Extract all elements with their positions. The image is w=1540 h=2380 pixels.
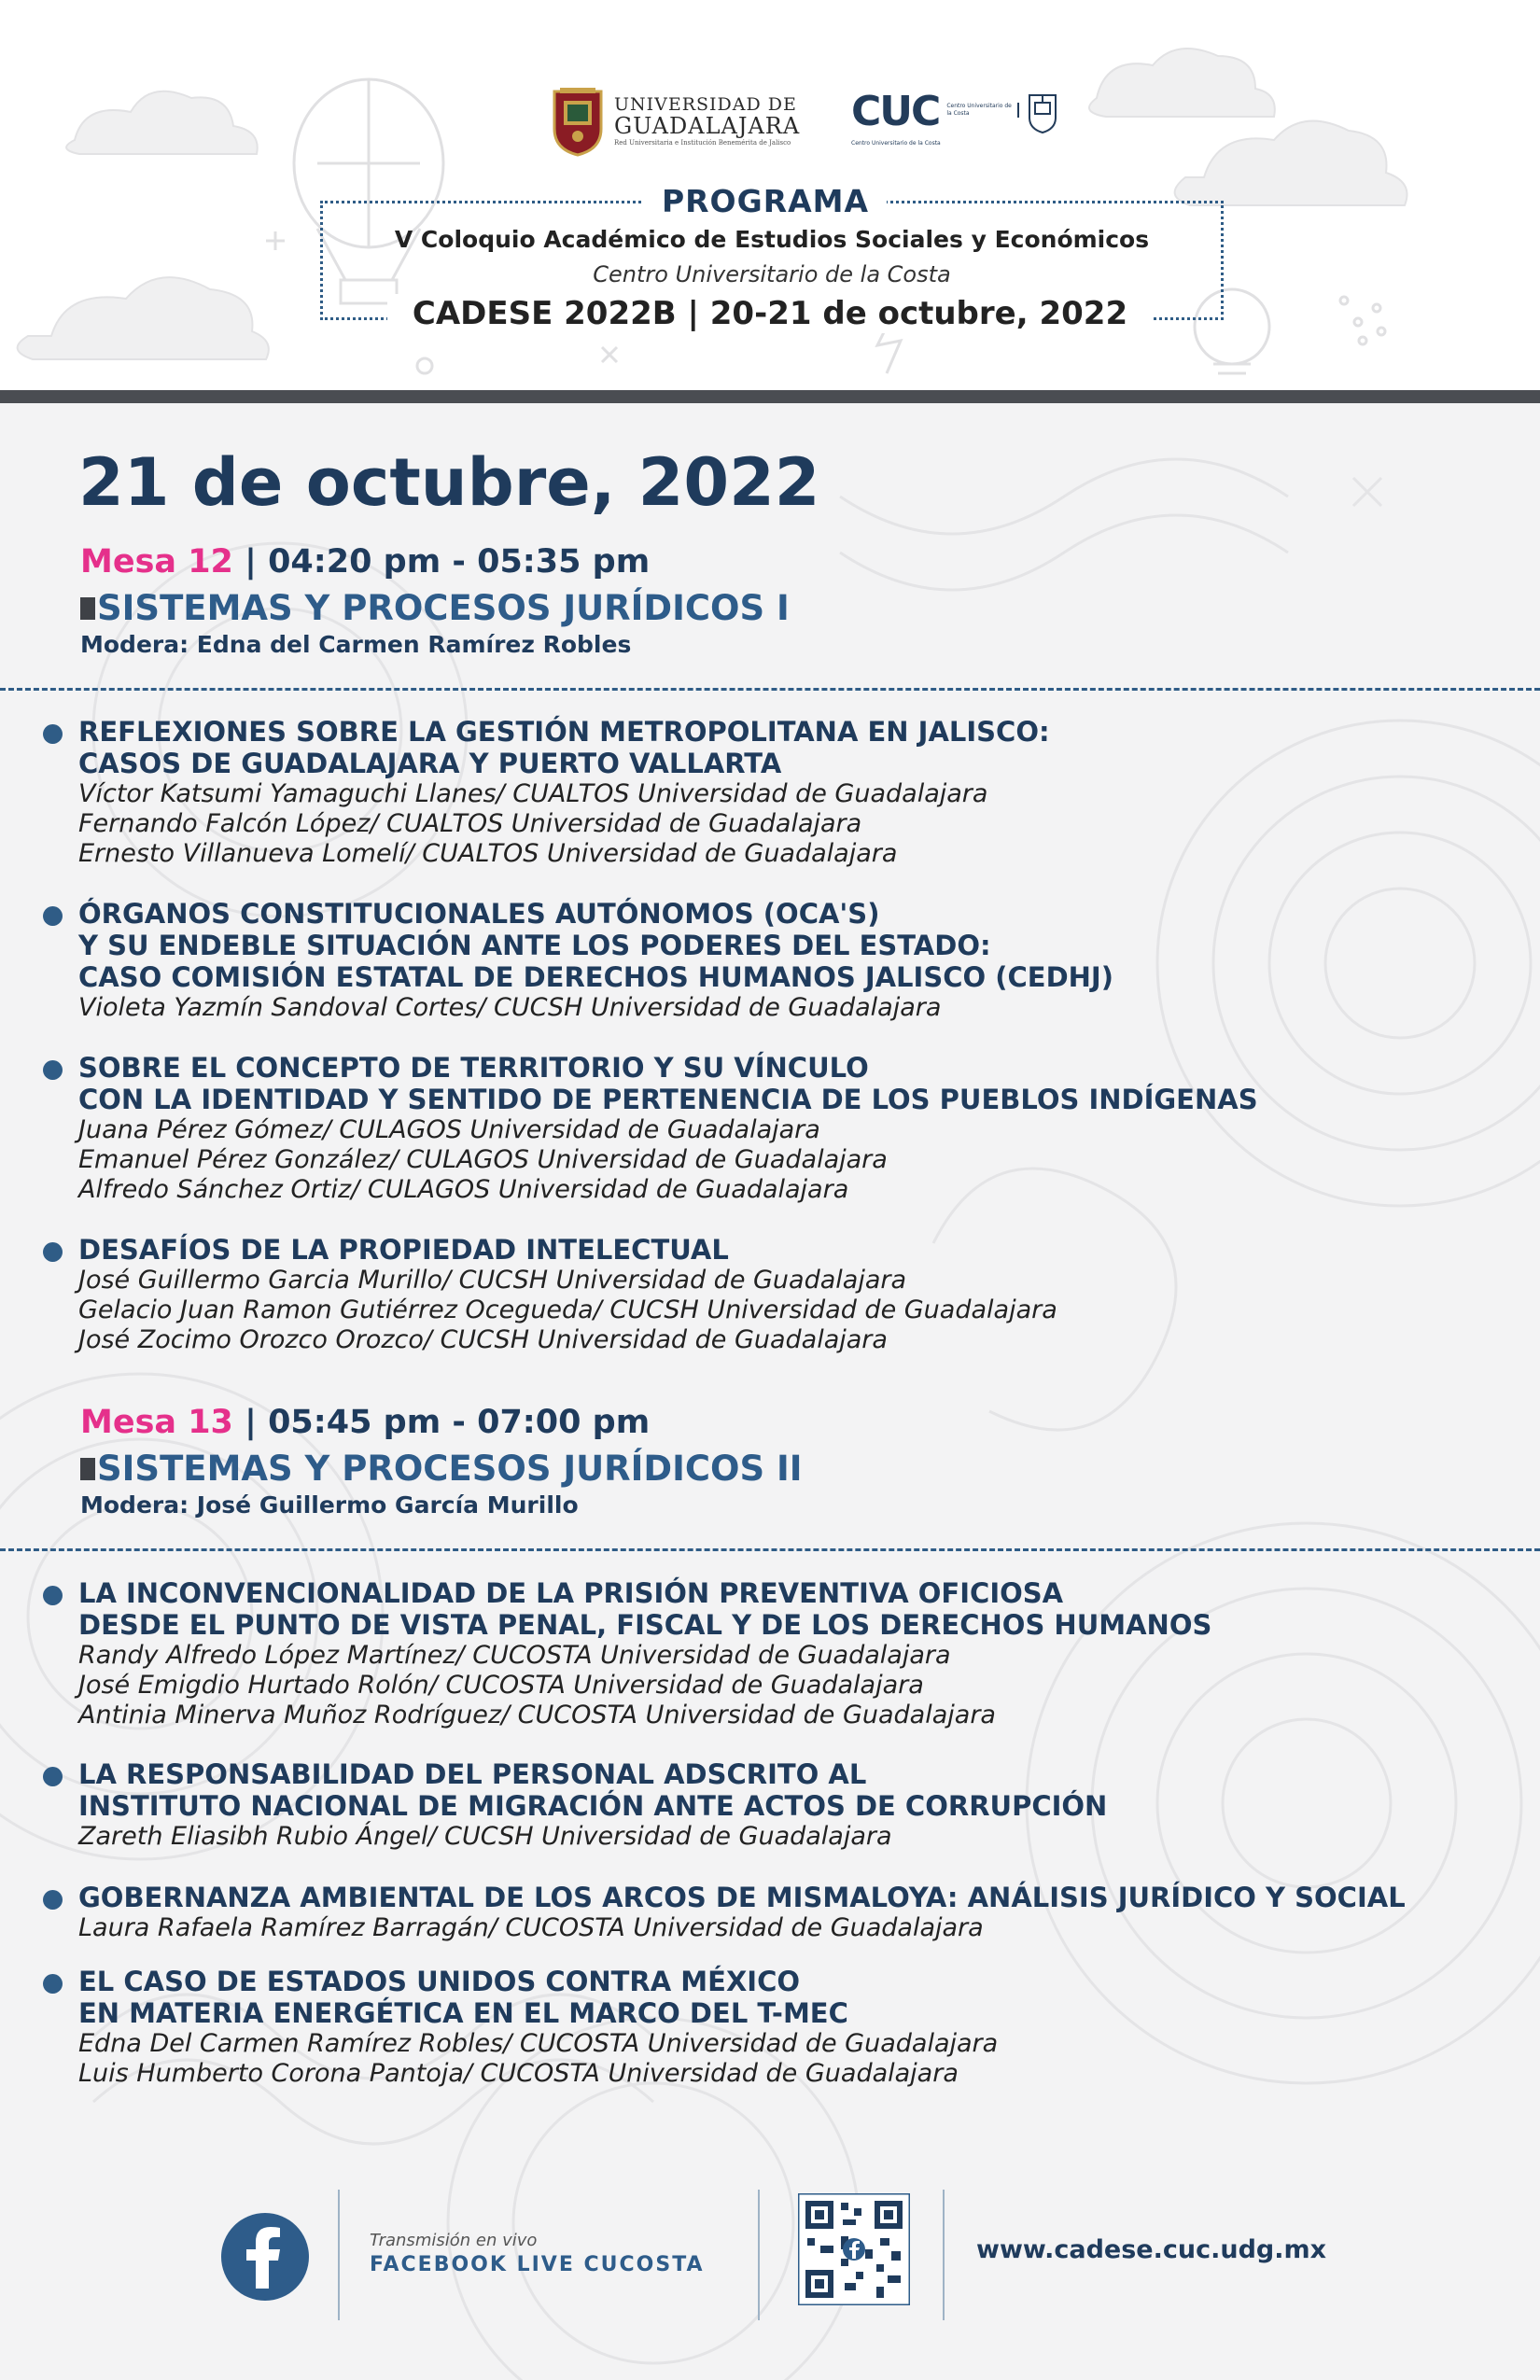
paper-title: REFLEXIONES SOBRE LA GESTIÓN METROPOLITANA EN JALISCO: CASOS DE GUADALAJARA Y PUERTO VALLARTA (78, 716, 1050, 779)
udg-logo-line2: GUADALAJARA (614, 113, 801, 139)
paper-title: ÓRGANOS CONSTITUCIONALES AUTÓNOMOS (OCA'S) Y SU ENDEBLE SITUACIÓN ANTE LOS PODERES DEL ESTADO: CASO COMISIÓN ESTATAL DE DERECHOS HUMANOS JALISCO (CEDHJ) (78, 898, 1113, 993)
cuc-logo (851, 88, 1058, 147)
square-bullet-icon (80, 597, 95, 620)
bullet-icon (43, 1586, 63, 1605)
dashed-separator (0, 688, 1540, 691)
program-content (0, 403, 1540, 2380)
event-date-line: CADESE 2022B | 20-21 de octubre, 2022 (387, 294, 1153, 333)
bullet-icon (43, 724, 63, 744)
session-track (80, 588, 790, 629)
paper-author: Randy Alfredo López Martínez/ CUCOSTA Universidad de Guadalajara (78, 1641, 951, 1670)
paper-author: Emanuel Pérez González/ CULAGOS Universidad de Guadalajara (78, 1145, 888, 1174)
square-bullet-icon (80, 1458, 95, 1480)
paper-item (43, 898, 1518, 1023)
bullet-icon (43, 1242, 63, 1262)
qr-code-icon[interactable] (798, 2193, 910, 2305)
paper-item (43, 716, 1518, 869)
dashed-separator (0, 1548, 1540, 1551)
paper-author: Laura Rafaela Ramírez Barragán/ CUCOSTA Universidad de Guadalajara (78, 1913, 984, 1942)
paper-author: Juana Pérez Gómez/ CULAGOS Universidad de Guadalajara (78, 1115, 820, 1144)
paper-authors (78, 1266, 1518, 1355)
paper-item (43, 1234, 1518, 1355)
paper-author: Luis Humberto Corona Pantoja/ CUCOSTA Universidad de Guadalajara (78, 2059, 959, 2088)
paper-author: José Zocimo Orozco Orozco/ CUCSH Universidad de Guadalajara (78, 1325, 888, 1354)
paper-author: José Guillermo Garcia Murillo/ CUCSH Universidad de Guadalajara (78, 1266, 907, 1295)
session-time: | 04:20 pm - 05:35 pm (245, 543, 651, 581)
footer-divider (943, 2190, 945, 2320)
paper-authors (78, 2029, 1518, 2089)
paper-item (43, 1052, 1518, 1205)
paper-item (43, 1966, 1518, 2089)
paper-author: Alfredo Sánchez Ortiz/ CULAGOS Universidad de Guadalajara (78, 1175, 849, 1204)
session-number: Mesa 13 (80, 1404, 233, 1441)
paper-author: Gelacio Juan Ramon Gutiérrez Ocegueda/ CUCSH Universidad de Guadalajara (78, 1295, 1057, 1324)
bullet-icon (43, 1767, 63, 1786)
paper-title: GOBERNANZA AMBIENTAL DE LOS ARCOS DE MISMALOYA: ANÁLISIS JURÍDICO Y SOCIAL (78, 1882, 1406, 1913)
cuc-logo-side-text: Centro Universitario de la Costa (946, 103, 1019, 118)
udg-crest-icon (1027, 91, 1058, 134)
bullet-icon (43, 906, 63, 926)
paper-title: SOBRE EL CONCEPTO DE TERRITORIO Y SU VÍNCULO CON LA IDENTIDAD Y SENTIDO DE PERTENENCIA DE LOS PUEBLOS INDÍGENAS (78, 1052, 1258, 1115)
session-header (80, 541, 650, 582)
paper-author: Edna Del Carmen Ramírez Robles/ CUCOSTA Universidad de Guadalajara (78, 2029, 999, 2058)
paper-title: LA RESPONSABILIDAD DEL PERSONAL ADSCRITO AL INSTITUTO NACIONAL DE MIGRACIÓN ANTE ACTOS DE CORRUPCIÓN (78, 1758, 1108, 1822)
bullet-icon (43, 1890, 63, 1910)
udg-logo-line1: UNIVERSIDAD DE (614, 94, 797, 115)
stream-link[interactable]: FACEBOOK LIVE CUCOSTA (370, 2253, 705, 2276)
header (0, 0, 1540, 390)
cuc-logo-mark: CUC (851, 88, 940, 135)
paper-authors (78, 1913, 1518, 1943)
footer-divider (758, 2190, 760, 2320)
paper-authors (78, 1641, 1518, 1730)
paper-item (43, 1577, 1518, 1730)
udg-shield-icon (551, 86, 605, 157)
paper-author: Fernando Falcón López/ CUALTOS Universidad de Guadalajara (78, 809, 862, 838)
paper-author: Antinia Minerva Muñoz Rodríguez/ CUCOSTA Universidad de Guadalajara (78, 1701, 996, 1729)
udg-logo-tagline: Red Universitaria e Institución Benemérita de Jalisco (614, 139, 791, 147)
paper-author: Violeta Yazmín Sandoval Cortes/ CUCSH Universidad de Guadalajara (78, 993, 942, 1022)
session-time: | 05:45 pm - 07:00 pm (245, 1404, 651, 1441)
date-heading: 21 de octubre, 2022 (78, 444, 820, 521)
session-track (80, 1449, 803, 1490)
paper-authors (78, 1822, 1518, 1852)
paper-authors (78, 993, 1518, 1023)
paper-authors (78, 779, 1518, 869)
paper-author: Zareth Eliasibh Rubio Ángel/ CUCSH Universidad de Guadalajara (78, 1822, 892, 1851)
facebook-icon[interactable] (220, 2212, 310, 2302)
event-name: V Coloquio Académico de Estudios Sociales y Económicos (394, 226, 1150, 253)
bullet-icon (43, 1060, 63, 1080)
udg-logo (551, 86, 800, 157)
paper-author: Ernesto Villanueva Lomelí/ CUALTOS Universidad de Guadalajara (78, 839, 898, 868)
paper-authors (78, 1115, 1518, 1205)
header-divider-bar (0, 390, 1540, 403)
session-moderator: Modera: Edna del Carmen Ramírez Robles (80, 631, 632, 658)
paper-author: José Emigdio Hurtado Rolón/ CUCOSTA Universidad de Guadalajara (78, 1671, 924, 1700)
session-track-title: SISTEMAS Y PROCESOS JURÍDICOS I (97, 588, 790, 628)
paper-title: LA INCONVENCIONALIDAD DE LA PRISIÓN PREVENTIVA OFICIOSA DESDE EL PUNTO DE VISTA PENAL, FISCAL Y DE LOS DERECHOS HUMANOS (78, 1577, 1212, 1641)
session-number: Mesa 12 (80, 543, 233, 581)
website-link[interactable]: www.cadese.cuc.udg.mx (976, 2235, 1327, 2264)
paper-item (43, 1882, 1518, 1943)
bullet-icon (43, 1974, 63, 1994)
program-title: PROGRAMA (644, 183, 887, 220)
session-track-title: SISTEMAS Y PROCESOS JURÍDICOS II (97, 1449, 803, 1489)
session-header (80, 1402, 650, 1443)
paper-title: EL CASO DE ESTADOS UNIDOS CONTRA MÉXICO EN MATERIA ENERGÉTICA EN EL MARCO DEL T-MEC (78, 1966, 848, 2029)
footer-divider (338, 2190, 340, 2320)
paper-title: DESAFÍOS DE LA PROPIEDAD INTELECTUAL (78, 1234, 729, 1266)
paper-item (43, 1758, 1518, 1852)
paper-author: Víctor Katsumi Yamaguchi Llanes/ CUALTOS Universidad de Guadalajara (78, 779, 988, 808)
session-moderator: Modera: José Guillermo García Murillo (80, 1491, 579, 1519)
cuc-logo-subtitle: Centro Universitario de la Costa (851, 140, 941, 147)
stream-label: Transmisión en vivo (370, 2231, 538, 2250)
campus-name: Centro Universitario de la Costa (593, 261, 951, 287)
